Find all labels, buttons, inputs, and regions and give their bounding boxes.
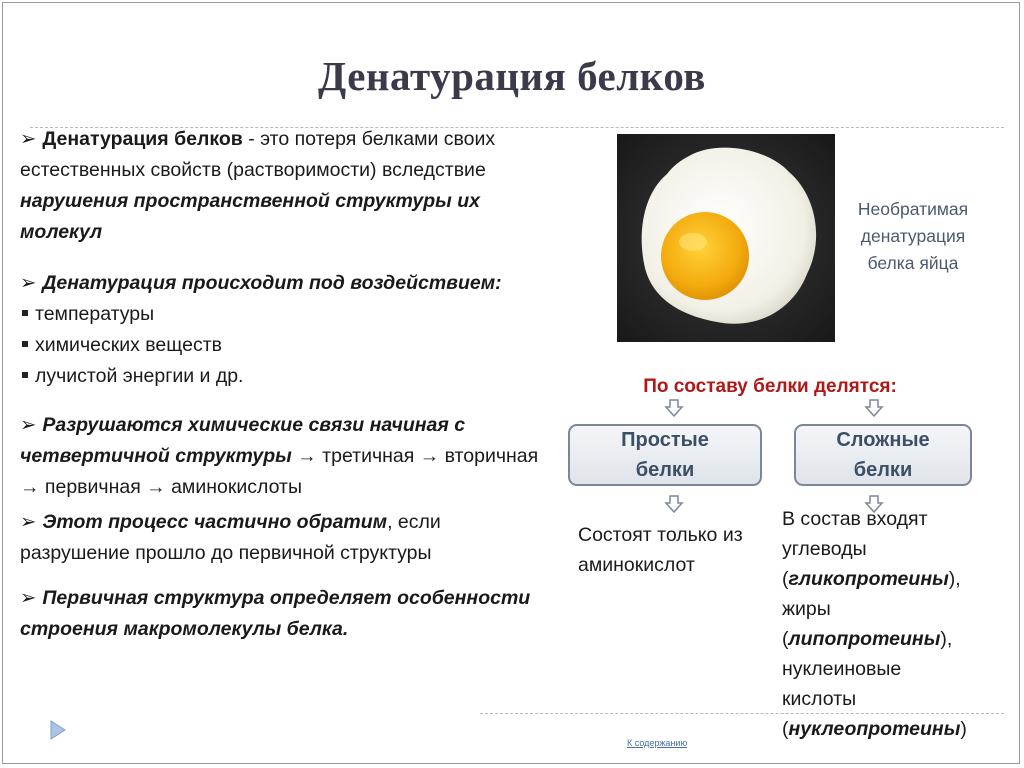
- down-arrow-icon: [864, 398, 884, 418]
- primary-paragraph: ➢ Первичная структура определяет особенности строения макромолекулы белка.: [20, 587, 531, 640]
- definition-text: - это потеря белками своих естественных свойств (растворимости) вследствие: [20, 128, 496, 181]
- definition-paragraph: [20, 124, 540, 248]
- bullet-arrow-icon: ➢: [20, 587, 37, 609]
- down-arrow-icon: [664, 494, 684, 514]
- nucleoproteins-term: нуклеопротеины: [788, 718, 961, 740]
- square-bullet-icon: [22, 341, 28, 347]
- bullet-arrow-icon: ➢: [20, 128, 37, 150]
- simple-proteins-description: Состоят только из аминокислот: [578, 524, 743, 576]
- photo-caption: Необратимая денатурация белка яйца: [857, 199, 969, 273]
- cause-item: температуры: [20, 299, 540, 330]
- down-arrow-icon: [664, 398, 684, 418]
- classification-heading: По составу белки делятся:: [643, 376, 897, 397]
- cause-item: химических веществ: [20, 330, 540, 361]
- square-bullet-icon: [22, 372, 28, 378]
- definition-term: Денатурация белков: [42, 128, 243, 150]
- lipoproteins-term: липопротеины: [788, 628, 941, 650]
- definition-emphasis: нарушения пространственной структуры их молекул: [20, 190, 480, 243]
- causes-heading: ➢ Денатурация происходит под воздействием:: [20, 272, 502, 294]
- destruction-paragraph: ➢ Разрушаются химические связи начиная с четвертичной структуры → третичная → вторичная → первичная → аминокислоты: [20, 414, 539, 498]
- fried-egg-image: [617, 134, 835, 342]
- reversible-paragraph: ➢ Этот процесс частично обратим, если разрушение прошло до первичной структуры: [20, 511, 441, 564]
- left-column: [20, 124, 540, 645]
- simple-proteins-box: Простые белки: [568, 424, 762, 486]
- cause-item: лучистой энергии и др.: [20, 361, 540, 392]
- complex-proteins-box: Сложные белки: [794, 424, 972, 486]
- nav-triangle-icon[interactable]: [50, 720, 66, 740]
- glycoproteins-term: гликопротеины: [788, 568, 949, 590]
- bullet-arrow-icon: ➢: [20, 511, 37, 533]
- bullet-arrow-icon: ➢: [20, 272, 37, 294]
- contents-link[interactable]: К содержанию: [627, 738, 688, 748]
- page-title: Денатурация белков: [318, 53, 706, 99]
- bullet-arrow-icon: ➢: [20, 414, 37, 436]
- complex-proteins-description: В состав входят углеводы (гликопротеины), жиры (липопротеины), нуклеиновые кислоты (нуклеопротеины): [782, 508, 967, 740]
- square-bullet-icon: [22, 310, 28, 316]
